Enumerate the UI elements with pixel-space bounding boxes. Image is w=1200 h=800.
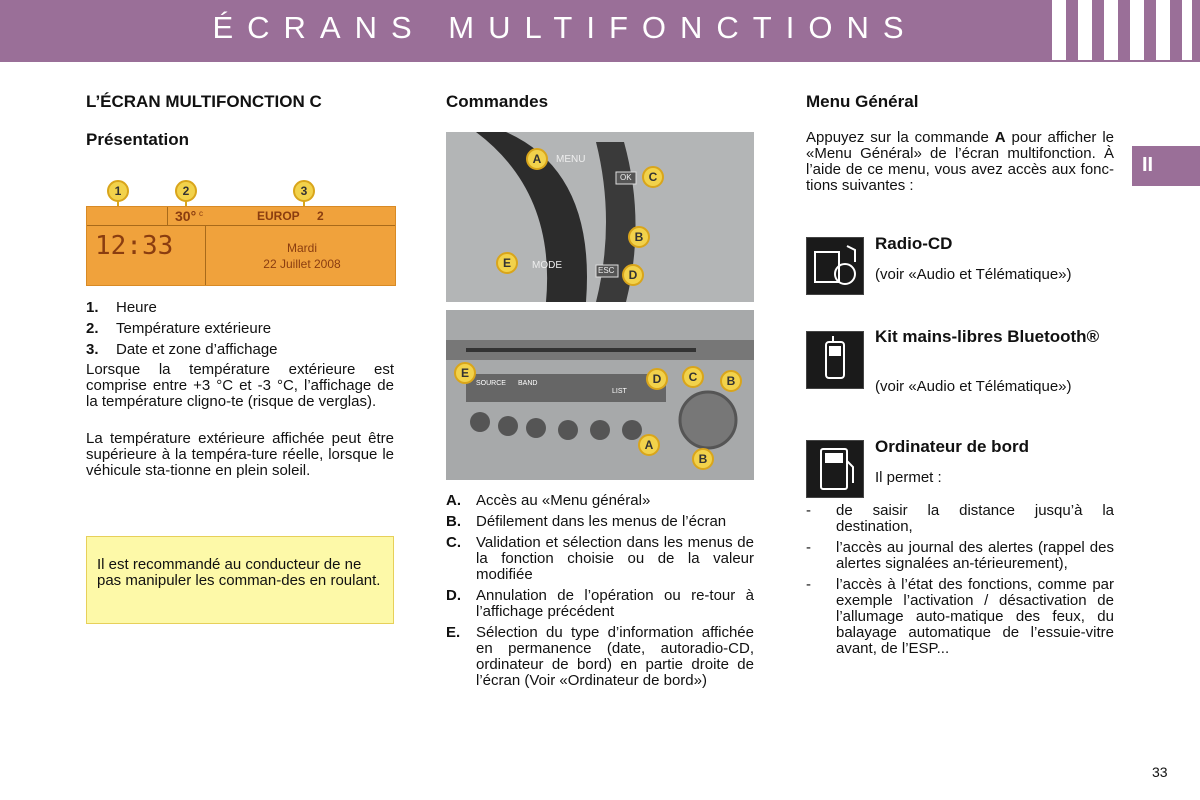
trip-computer-title: Ordinateur de bord (875, 437, 1029, 456)
callout-c: C (682, 366, 704, 388)
callout-c: C (642, 166, 664, 188)
esc-label: ESC (598, 266, 615, 275)
commands-legend-list (446, 493, 754, 694)
trip-computer-icon (806, 440, 864, 498)
page-header (0, 0, 1200, 62)
list-item: C. Validation et sélection dans les menus de la fonction choisie ou de la valeur modifiée (446, 534, 754, 583)
callout-2: 2 (175, 180, 197, 202)
header-stripe (1130, 0, 1144, 60)
callout-3: 3 (293, 180, 315, 202)
callout-d: D (646, 368, 668, 390)
header-stripe (1182, 0, 1192, 60)
callout-d: D (622, 264, 644, 286)
radio-cd-icon (806, 237, 864, 295)
display-legend-list (86, 300, 394, 363)
callout-a: A (638, 434, 660, 456)
callout-b: B (628, 226, 650, 248)
radio-band: EUROP (257, 209, 300, 223)
mode-label: MODE (532, 260, 562, 271)
callout-e: E (496, 252, 518, 274)
list-button: LIST (612, 388, 627, 395)
list-item: D. Annulation de l’opération ou re-tour à l’affichage précédent (446, 587, 754, 620)
radio-panel-photo (446, 310, 754, 480)
list-item: B. Défilement dans les menus de l’écran (446, 513, 727, 530)
band-button: BAND (518, 380, 538, 387)
callout-1: 1 (107, 180, 129, 202)
subheading-presentation: Présentation (86, 130, 189, 149)
paragraph-temperature-note: La température extérieure affichée peut être supérieure à la tempéra-ture réelle, lorsque le véhicule sta-tionne en plein soleil. (86, 430, 394, 479)
section-heading-ecran: L’ÉCRAN MULTIFONCTION C (86, 92, 322, 111)
display-date: 22 Juillet 2008 (263, 257, 341, 271)
section-heading-commandes: Commandes (446, 92, 549, 111)
paragraph-frost-warning: Lorsque la température extérieure est comprise entre +3 °C et -3 °C, l’affichage de la température cligno-te (risque de verglas). (86, 361, 394, 410)
menu-intro: Appuyez sur la commande A pour afficher le «Menu Général» de l’écran multifonction. À l’aide de ce menu, vous avez accès aux fonc-tions suivantes : (806, 129, 1114, 194)
chapter-tab (1132, 146, 1200, 186)
menu-label: MENU (556, 154, 586, 165)
list-item: 3. Date et zone d’affichage (86, 341, 278, 358)
display-day: Mardi (286, 241, 317, 255)
page-title: ÉCRANS MULTIFONCTIONS (212, 10, 918, 45)
header-stripe (1104, 0, 1118, 60)
header-stripe (1078, 0, 1092, 60)
radio-preset: 2 (317, 209, 324, 223)
source-button: SOURCE (476, 380, 506, 387)
list-item: - de saisir la distance jusqu’à la destination, (806, 502, 1114, 535)
radio-cd-text: (voir «Audio et Télématique») (875, 266, 1072, 283)
ok-label: OK (620, 173, 632, 182)
list-item: - l’accès au journal des alertes (rappel des alertes signalées an-térieurement), (806, 539, 1114, 572)
bluetooth-kit-text: (voir «Audio et Télématique») (875, 378, 1072, 395)
bluetooth-kit-title: Kit mains-libres Bluetooth® (875, 327, 1100, 346)
header-stripe (1052, 0, 1066, 60)
trip-computer-bullets (806, 503, 1114, 662)
temperature-unit: c (199, 209, 203, 218)
section-heading-menu: Menu Général (806, 92, 919, 111)
header-stripe (1156, 0, 1170, 60)
list-item: - l’accès à l’état des fonctions, comme par exemple l’activation / désactivation de l’allumage auto-matique des feux, du balayage automatique de l’essuie-vitre avant, de l’ESP... (806, 576, 1114, 657)
list-item: 1. Heure (86, 299, 157, 316)
clock-time: 12:33 (95, 231, 174, 261)
list-item: E. Sélection du type d’information affichée en permanence (date, autoradio-CD, ordinateur de bord) en partie droite de l’écran (Voir «Ordinateur de bord») (446, 624, 754, 689)
temperature-value: 30° (175, 208, 197, 224)
callout-a: A (526, 148, 548, 170)
steering-control-photo (446, 132, 754, 302)
callout-e: E (454, 362, 476, 384)
chapter-label: II (1142, 154, 1154, 176)
trip-computer-text: Il permet : (875, 469, 942, 486)
safety-notice (86, 536, 394, 624)
phone-icon (806, 331, 864, 389)
list-item: A. Accès au «Menu général» (446, 492, 651, 509)
callout-b: B (692, 448, 714, 470)
multifunction-display (86, 206, 396, 286)
page-number: 33 (1152, 764, 1168, 780)
list-item: 2. Température extérieure (86, 320, 272, 337)
callout-b: B (720, 370, 742, 392)
radio-cd-title: Radio-CD (875, 234, 953, 253)
notice-text: Il est recommandé au conducteur de ne pas manipuler les comman-des en roulant. (97, 556, 381, 589)
